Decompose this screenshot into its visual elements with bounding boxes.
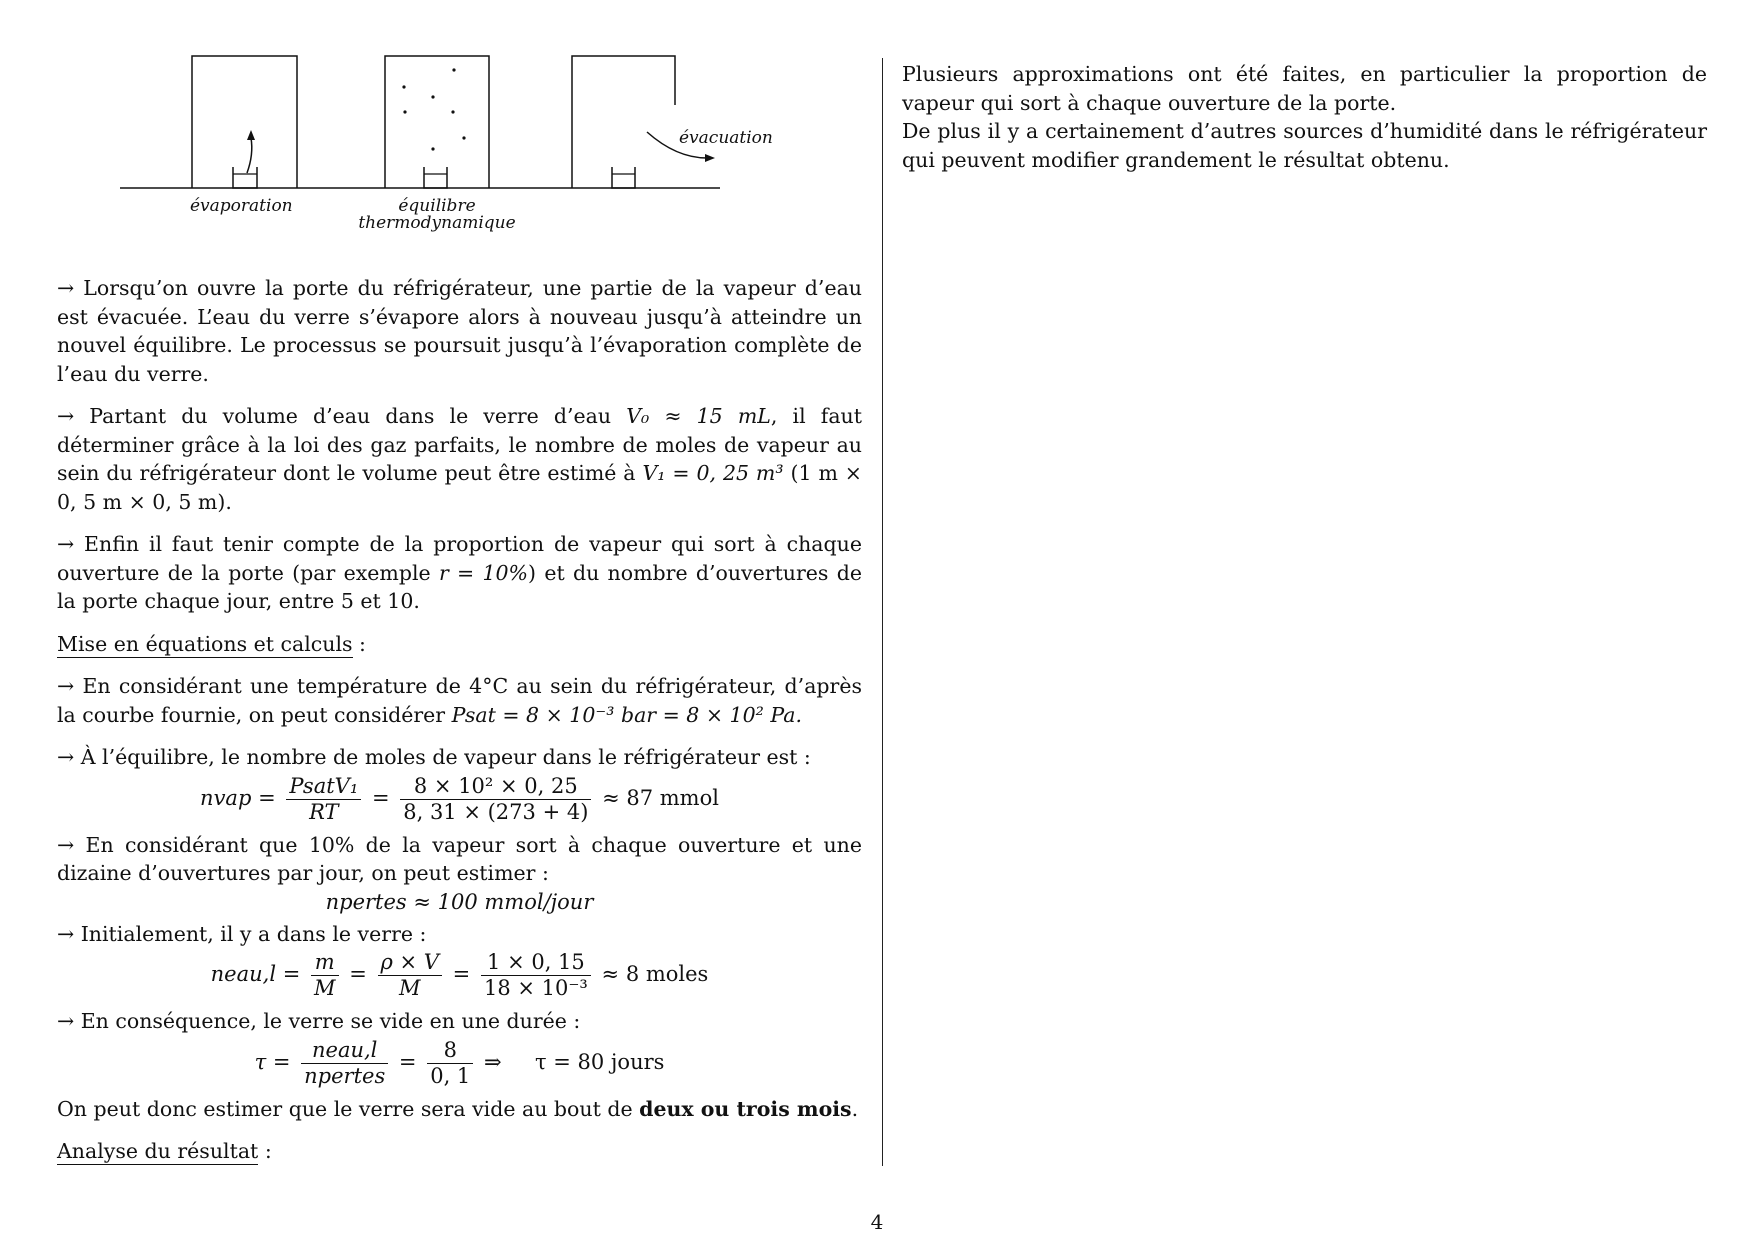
eq-lhs: neau,l = — [210, 962, 301, 986]
paragraph-proportion — [57, 530, 862, 616]
bold-conclusion: deux ou trois mois — [639, 1096, 852, 1121]
fridge-diagram — [57, 50, 862, 270]
paragraph-losses: → En considérant que 10% de la vapeur sort à chaque ouverture et une dizaine d’ouvertures par jour, on peut estimer : — [57, 832, 862, 885]
text-span: ) et du nombre d’ouvertures de la porte chaque jour, entre 5 et 10. — [57, 560, 862, 613]
denominator: M — [378, 975, 442, 1001]
paragraph-other-sources: De plus il y a certainement d’autres sources d’humidité dans le réfrigérateur qui peuvent modifier grandement le résultat obtenu. — [902, 119, 1707, 172]
equation-tau — [57, 1038, 862, 1089]
evacuation-arrowhead — [705, 154, 715, 162]
fraction — [286, 774, 361, 825]
equals-sign: = — [371, 785, 390, 810]
denominator: npertes — [301, 1063, 388, 1089]
fraction — [311, 950, 339, 1001]
vapor-dot — [431, 147, 434, 150]
fridge-3-outline — [572, 56, 675, 188]
eq-result: ≈ 8 moles — [601, 962, 709, 986]
text-span: → Partant du volume d’eau dans le verre d’eau — [57, 404, 627, 428]
vapor-dot — [431, 95, 434, 98]
formula-r: r = 10% — [438, 560, 529, 585]
numerator: ρ × V — [380, 950, 439, 974]
equals-sign: = — [452, 962, 471, 986]
fridge-2-outline — [385, 56, 489, 188]
paragraph-door-opening: → Lorsqu’on ouvre la porte du réfrigérateur, une partie de la vapeur d’eau est évacuée. L’eau du verre s’évapore alors à nouveau jusqu’à atteindre un nouvel équilibre. Le processus se poursuit jusqu’à l’évaporation complète de l’eau du verre. — [57, 276, 862, 386]
fraction — [378, 950, 442, 1001]
fraction — [301, 1038, 388, 1089]
denominator: RT — [286, 799, 361, 825]
vapor-dot — [452, 68, 455, 71]
label-thermodynamique: thermodynamique — [358, 213, 516, 233]
text-span: → En considérant une température de 4°C au sein du réfrigérateur, d’après la courbe fournie, on peut considérer — [57, 674, 862, 727]
equation-neau — [57, 950, 862, 1001]
left-column — [57, 50, 862, 1166]
glass-1 — [233, 167, 257, 188]
column-divider — [882, 58, 883, 1166]
denominator: M — [311, 975, 339, 1001]
text-span: → Enfin il faut tenir compte de la proportion de vapeur qui sort à chaque ouverture de la porte (par exemple — [57, 532, 862, 585]
glass-2 — [424, 167, 447, 188]
vapor-dot — [451, 110, 454, 113]
equals-sign: = — [349, 962, 367, 986]
evaporation-arrow — [247, 138, 252, 173]
eq-lhs: nvap = — [200, 785, 276, 810]
heading-text: Analyse du résultat — [57, 1139, 259, 1163]
equals-sign: = — [398, 1049, 417, 1074]
fridge-diagram-svg — [57, 50, 862, 270]
label-evacuation: évacuation — [679, 128, 773, 148]
fraction — [427, 1038, 473, 1089]
section-heading-equations — [57, 630, 862, 659]
vapor-dot — [402, 85, 405, 88]
text-span: . — [851, 1096, 859, 1121]
paragraph-initial: → Initialement, il y a dans le verre : — [57, 921, 427, 946]
denominator: 8, 31 × (273 + 4) — [400, 799, 591, 825]
numerator: 8 — [443, 1037, 457, 1062]
vapor-dot — [462, 136, 465, 139]
text-span: On peut donc estimer que le verre sera vide au bout de — [57, 1096, 640, 1121]
label-equilibre: équilibre — [398, 196, 476, 216]
numerator: neau,l — [312, 1037, 378, 1062]
heading-suffix: : — [258, 1139, 272, 1163]
eq-result: ⇒ τ = 80 jours — [483, 1049, 665, 1074]
formula-v0: V₀ ≈ 15 mL — [626, 404, 771, 428]
eq-lhs: τ = — [254, 1049, 291, 1074]
vapor-dot — [403, 110, 406, 113]
section-heading-analyse — [57, 1137, 862, 1166]
text-span: (1 m × 0, 5 m × 0, 5 m). — [57, 461, 862, 514]
paragraph-consequence: → En conséquence, le verre se vide en une durée : — [57, 1009, 581, 1033]
paragraph-conclusion — [57, 1095, 862, 1124]
fridge-1-outline — [192, 56, 297, 188]
heading-suffix: : — [352, 631, 366, 656]
numerator: 8 × 10² × 0, 25 — [413, 773, 578, 798]
eq-text: npertes ≈ 100 mmol/jour — [325, 889, 594, 914]
paragraph-approximations: Plusieurs approximations ont été faites, en particulier la proportion de vapeur qui sort à chaque ouverture de la porte. — [902, 62, 1707, 115]
label-evaporation: évaporation — [190, 196, 293, 216]
formula-v1: V₁ = 0, 25 m³ — [642, 461, 784, 485]
denominator: 18 × 10⁻³ — [481, 975, 591, 1001]
numerator: 1 × 0, 15 — [487, 950, 585, 974]
equation-npertes — [57, 890, 862, 914]
numerator: m — [314, 950, 335, 974]
right-column — [902, 60, 1707, 174]
heading-text: Mise en équations et calculs — [57, 631, 353, 656]
paragraph-volume — [57, 402, 862, 516]
numerator: PsatV₁ — [289, 773, 359, 798]
evaporation-arrowhead — [247, 130, 255, 140]
eq-result: ≈ 87 mmol — [602, 785, 719, 810]
fraction — [481, 950, 591, 1001]
equation-nvap — [57, 774, 862, 825]
paragraph-equilibrium: → À l’équilibre, le nombre de moles de vapeur dans le réfrigérateur est : — [57, 745, 811, 769]
fraction — [400, 774, 591, 825]
glass-3 — [612, 167, 635, 188]
page-number: 4 — [870, 1210, 884, 1234]
formula-psat: Psat = 8 × 10⁻³ bar = 8 × 10² Pa. — [451, 702, 802, 727]
text-span: , il faut déterminer grâce à la loi des gaz parfaits, le nombre de moles de vapeur au sein du réfrigérateur dont le volume peut être estimé à — [57, 404, 862, 485]
denominator: 0, 1 — [427, 1063, 473, 1089]
paragraph-temperature — [57, 672, 862, 729]
